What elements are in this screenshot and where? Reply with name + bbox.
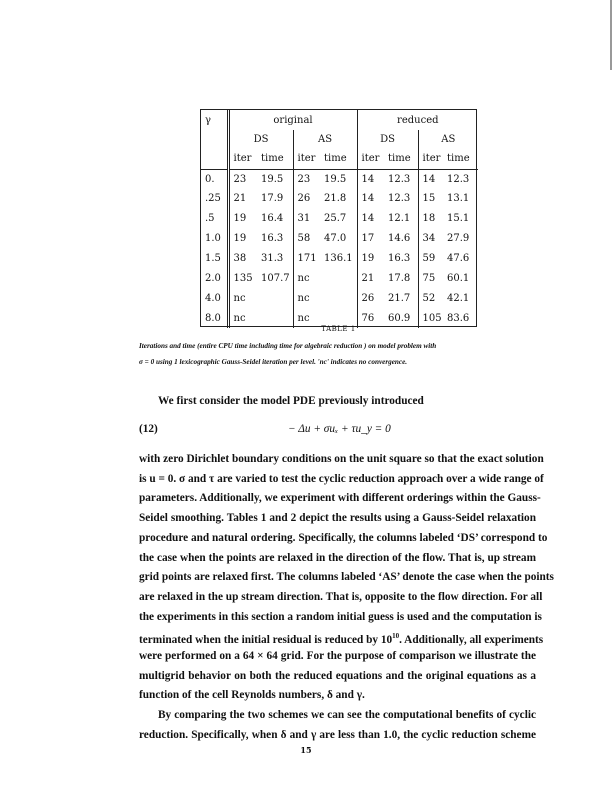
body-text-line: with zero Dirichlet boundary conditions on the unit square so that the exact solution [139,453,544,465]
table-cell: 19 [233,213,247,225]
col-header: time [384,149,418,169]
table-cell: 136.1 [320,249,357,269]
table-caption-line: σ = 0 using 1 lexicographic Gauss-Seidel iteration per level. 'nc' indicates no convergence. [139,358,408,366]
table-cell: 105 [422,312,442,324]
table-cell: 14 [361,193,375,205]
body-text-line: function of the cell Reynolds numbers, δ and γ. [139,689,365,702]
table-cell: 26 [361,292,375,304]
table-cell: 12.3 [447,173,470,185]
table-cell: 14 [361,173,375,185]
table-row [201,249,478,269]
table-cell: 31 [297,213,311,225]
table-cell: 14 [361,213,375,225]
intro-text: We first consider the model PDE previously introduced [158,395,424,407]
body-text-line: Seidel smoothing. Tables 1 and 2 depict the results using a Gauss-Seidel relaxation [139,512,536,525]
table-cell: 38 [233,253,247,264]
body-text-line: grid points are relaxed first. The columns labeled ‘AS’ denote the case when the points [139,571,554,584]
table-cell: nc [233,312,246,324]
table-cell [320,268,357,288]
table-cell: 17.8 [384,268,418,288]
table-cell: 21 [233,193,247,205]
text-segment-pre: terminated when the initial residual is reduced by 10 [139,634,393,647]
table-cell: 23 [297,173,311,185]
table-row [201,229,478,249]
table-cell: 13.1 [447,193,470,205]
body-text-line: are relaxed in the up stream direction. That is, opposite to the flow direction. For all [139,590,543,603]
gamma-header-blank [201,130,228,149]
table-cell: 25.7 [320,209,357,229]
table-cell: 12.1 [384,209,418,229]
table-cell: 14 [422,173,436,185]
table-cell: 47.0 [320,229,357,249]
body-text-line: were performed on a 64 × 64 grid. For the purpose of comparison we illustrate the [139,650,536,662]
table-cell: 135 [233,272,253,284]
table-title: TABLE 1 [321,325,356,333]
table-cell: 60.9 [384,308,418,328]
body-text-line: multigrid behavior on both the reduced equations and the original equations as a [139,669,536,682]
table-cell: 14.6 [384,229,418,249]
table-cell: 18 [422,213,436,225]
table-cell: nc [297,312,310,324]
table-row [201,209,478,229]
col-header: time [257,149,293,169]
gamma-value: .25 [201,189,228,209]
table-cell: 26 [297,193,311,205]
table-row [201,268,478,288]
table-cell: 83.6 [447,312,470,324]
table-cell [320,288,357,308]
body-text-line [139,629,544,647]
equation-number: (12) [139,423,158,435]
sub-header-ds: DS [357,130,418,149]
body-text-line: is u = 0. σ and τ are varied to test the cyclic reduction approach over a wide range of [139,472,544,485]
table-row [201,189,478,209]
table-cell: nc [297,292,310,304]
table-cell: 107.7 [257,268,293,288]
table-cell: 171 [297,253,317,264]
gamma-value: 0. [201,169,228,189]
table-row [201,169,478,189]
body-text-line: By comparing the two schemes we can see the computational benefits of cyclic [158,709,536,722]
col-header: iter [418,149,443,169]
body-text-line: parameters. Additionally, we experiment with different orderings within the Gauss- [139,492,541,505]
table-cell: nc [297,272,310,284]
gamma-value: 2.0 [201,268,228,288]
sub-header-as: AS [441,134,456,145]
table-cell: 31.3 [257,249,293,269]
gamma-header-blank [201,149,228,169]
body-text-line: the case when the points are relaxed in the direction of the flow. That is, up stream [139,551,536,564]
table-cell: 58 [297,233,311,245]
page-number: 15 [300,745,312,755]
col-header: iter [293,149,320,169]
table-cell: 19.5 [257,169,293,189]
table-cell: 76 [361,312,375,324]
col-header: time [320,149,357,169]
table-cell: 52 [422,292,436,304]
body-text-line: reduction. Specifically, when δ and γ are less than 1.0, the cyclic reduction scheme [139,728,536,741]
group-header-reduced: reduced [397,114,439,126]
table-cell: 23 [233,173,247,185]
table-cell: 34 [422,233,436,245]
table-cell: 21 [361,272,375,284]
table-cell: 12.3 [384,189,418,209]
table-caption-line: Iterations and time (entire CPU time including time for algebraic reduction ) on model problem with [139,342,437,350]
table-cell: nc [233,292,246,304]
table-cell: 19 [233,233,247,245]
table-cell: 16.4 [257,209,293,229]
col-header: time [443,149,478,169]
col-header: iter [357,149,384,169]
gamma-value: 8.0 [201,308,228,328]
text-segment-sup: 10 [392,632,400,641]
sub-header-ds: DS [228,130,293,149]
table-cell: 19.5 [320,169,357,189]
equation: − Δu + σuₓ + τu_y = 0 [288,423,391,435]
table-cell: 59 [422,253,436,264]
table-cell: 16.3 [384,249,418,269]
table-cell: 15 [422,193,436,205]
body-text-line: procedure and natural ordering. Specifically, the columns labeled ‘DS’ correspond to [139,531,548,544]
table-cell: 21.7 [384,288,418,308]
gamma-value: 1.0 [201,229,228,249]
table-cell: 16.3 [257,229,293,249]
table-row [201,288,478,308]
gamma-header: γ [201,110,228,130]
table-cell: 15.1 [447,213,470,225]
table-cell: 47.6 [447,253,470,264]
gamma-value: 1.5 [201,249,228,269]
gamma-value: 4.0 [201,288,228,308]
table-cell: 27.9 [447,233,470,245]
table-cell: 60.1 [447,272,470,284]
sub-header-as: AS [293,130,357,149]
results-table [200,109,477,327]
table-cell: 19 [361,253,375,264]
table-cell: 12.3 [384,169,418,189]
group-header-original: original [228,110,357,130]
table-cell: 21.8 [320,189,357,209]
table-cell: 75 [422,272,436,284]
table-cell: 42.1 [447,292,470,304]
gamma-value: .5 [201,209,228,229]
body-text-line: the experiments in this section a random initial guess is used and the computation is [139,610,542,623]
col-header: iter [228,149,257,169]
table-cell [257,288,293,308]
table-cell: 17.9 [257,189,293,209]
text-segment-post: . Additionally, all experiments [399,634,544,647]
table-cell: 17 [361,233,375,245]
